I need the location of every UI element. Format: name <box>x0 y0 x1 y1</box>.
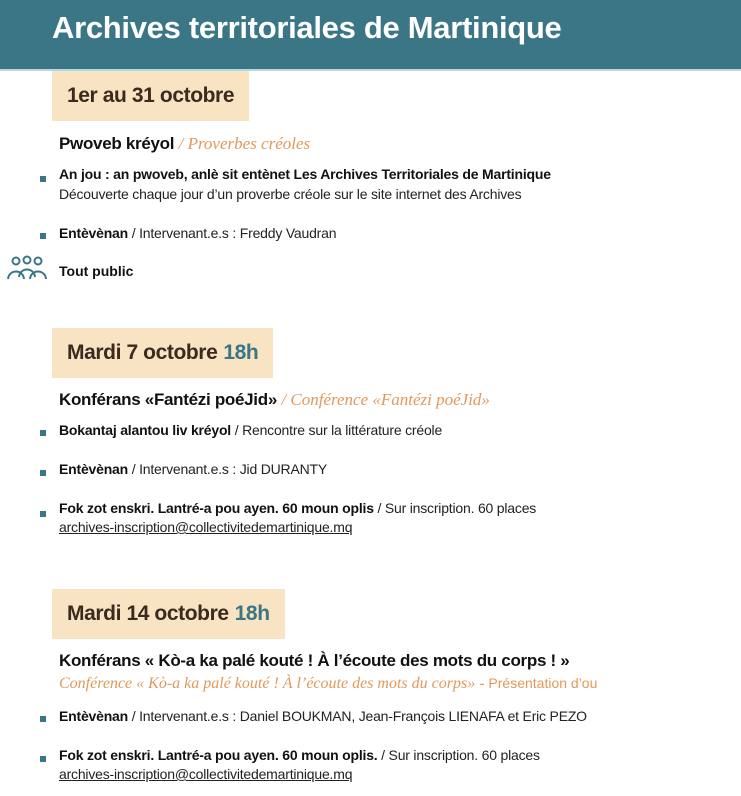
event-detail <box>59 422 442 438</box>
bullet-icon <box>40 176 46 182</box>
event-date: Mardi 7 octobre <box>67 341 218 364</box>
detail-bold: Fok zot enskri. Lantré-a pou ayen. 60 moun oplis <box>59 500 374 516</box>
detail-bold: Entèvènan <box>59 708 128 724</box>
detail-text: / Sur inscription. 60 places <box>373 500 537 516</box>
email-line <box>59 519 352 535</box>
email-link[interactable]: archives-inscription@collectivitedemartinique.mq <box>59 766 353 782</box>
bullet-icon <box>40 511 46 517</box>
bullet-icon <box>40 470 46 476</box>
detail-bold: Entèvènan <box>59 225 128 241</box>
event-speakers <box>59 461 327 477</box>
event-detail <box>59 166 551 182</box>
event-date-badge <box>52 589 285 639</box>
page-title: Archives territoriales de Martinique <box>52 10 562 45</box>
people-group-icon <box>6 255 48 283</box>
event-time: 18h <box>234 602 270 625</box>
detail-text: / Intervenant.e.s : Daniel BOUKMAN, Jean-François LIENAFA et Eric PEZO <box>128 708 587 724</box>
event-date: 1er au 31 octobre <box>67 84 235 107</box>
title-french: Conférence « Kò-a ka palé kouté ! À l’écoute des mots du corps» - <box>59 675 485 692</box>
event-title <box>59 390 490 410</box>
detail-bold: Fok zot enskri. Lantré-a pou ayen. 60 moun oplis. <box>59 747 378 763</box>
email-line <box>59 766 352 782</box>
detail-text: / Sur inscription. 60 places <box>377 747 540 763</box>
event-date: Mardi 14 octobre <box>67 602 229 625</box>
title-kreyol: Konférans «Fantézi poéJid» <box>59 390 277 409</box>
title-french-rest: Présentation d’ou <box>484 675 598 691</box>
event-title: Konférans « Kò-a ka palé kouté ! À l’écoute des mots du corps ! » <box>59 651 570 670</box>
event-detail-line2: Découverte chaque jour d’un proverbe créole sur le site internet des Archives <box>59 186 522 202</box>
event-time: 18h <box>223 341 259 364</box>
page-header <box>0 0 741 71</box>
detail-text: / Rencontre sur la littérature créole <box>231 422 443 438</box>
event-speakers <box>59 225 336 241</box>
event-title <box>59 134 310 154</box>
audience-label: Tout public <box>59 263 134 279</box>
email-link[interactable]: archives-inscription@collectivitedemartinique.mq <box>59 519 353 535</box>
bullet-icon <box>40 756 46 762</box>
detail-bold: Bokantaj alantou liv kréyol <box>59 422 231 438</box>
bullet-icon <box>40 716 46 722</box>
title-french: / Proverbes créoles <box>178 134 311 153</box>
detail-text: / Intervenant.e.s : Jid DURANTY <box>128 461 328 477</box>
bullet-icon <box>40 233 46 239</box>
event-speakers <box>59 708 587 724</box>
event-date-badge <box>52 328 273 378</box>
event-registration <box>59 500 536 516</box>
bullet-icon <box>40 430 46 436</box>
detail-bold: Entèvènan <box>59 461 128 477</box>
detail-text: / Intervenant.e.s : Freddy Vaudran <box>128 225 337 241</box>
title-french: / Conférence «Fantézi poéJid» <box>281 390 490 409</box>
event-registration <box>59 747 540 763</box>
event-title-french <box>59 675 597 693</box>
title-kreyol: Pwoveb kréyol <box>59 134 175 153</box>
detail-bold: An jou : an pwoveb, anlè sit entènet Les Archives Territoriales de Martinique <box>59 166 551 182</box>
event-date-badge <box>52 71 249 121</box>
